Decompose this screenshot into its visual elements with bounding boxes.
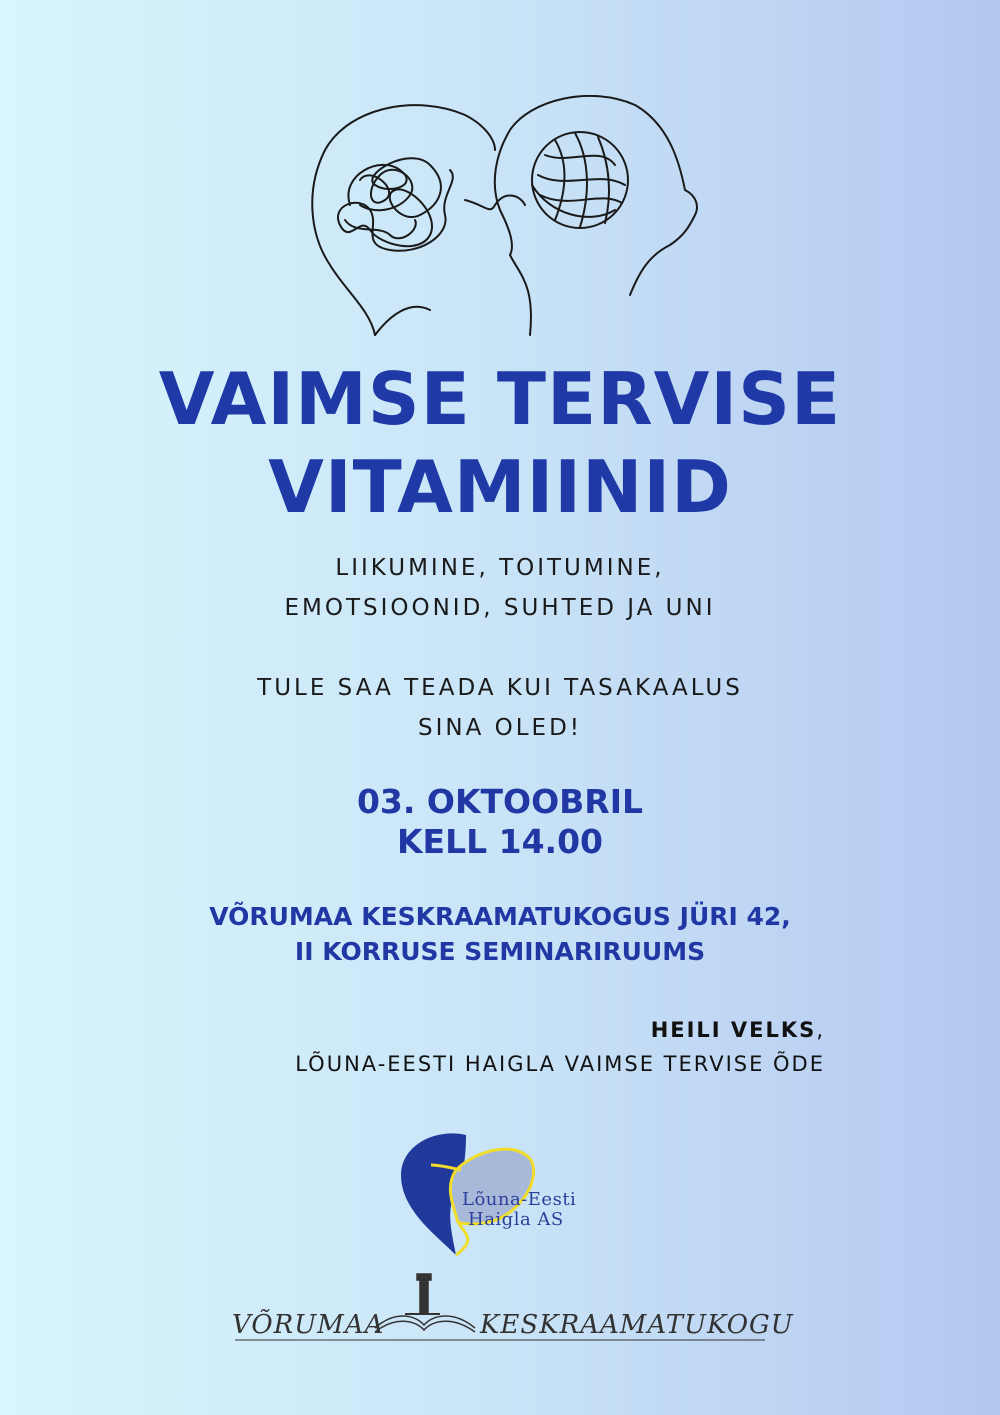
subtitle-line2: EMOTSIOONID, SUHTED JA UNI (284, 595, 716, 621)
subtitle-line1: LIIKUMINE, TOITUMINE, (335, 555, 665, 581)
two-heads-illustration (300, 95, 710, 345)
speaker-name-line (651, 1014, 825, 1046)
venue-line2: II KORRUSE SEMINARIRUUMS (294, 937, 706, 966)
event-date: 03. OKTOOBRIL (356, 782, 644, 821)
speaker-name: HEILI VELKS (650, 1018, 817, 1042)
speaker-role: LÕUNA-EESTI HAIGLA VAIMSE TERVISE ÕDE (295, 1052, 825, 1076)
poster-title-line1: VAIMSE TERVISE (158, 357, 842, 441)
hospital-name-line2: Haigla AS (468, 1209, 564, 1230)
hospital-logo-text (462, 1190, 576, 1230)
poster-title-line2: VITAMIINID (268, 445, 732, 529)
library-name-left: VÕRUMAA (232, 1310, 385, 1340)
event-time: KELL 14.00 (396, 822, 604, 861)
tagline-line2: SINA OLED! (417, 715, 582, 741)
venue-line1: VÕRUMAA KESKRAAMATUKOGUS JÜRI 42, (209, 902, 791, 931)
tagline-line1: TULE SAA TEADA KUI TASAKAALUS (257, 675, 743, 701)
library-name-right: KESKRAAMATUKOGU (480, 1310, 794, 1340)
hospital-name-line1: Lõuna-Eesti (462, 1189, 577, 1210)
speaker-name-suffix: , (816, 1018, 825, 1042)
